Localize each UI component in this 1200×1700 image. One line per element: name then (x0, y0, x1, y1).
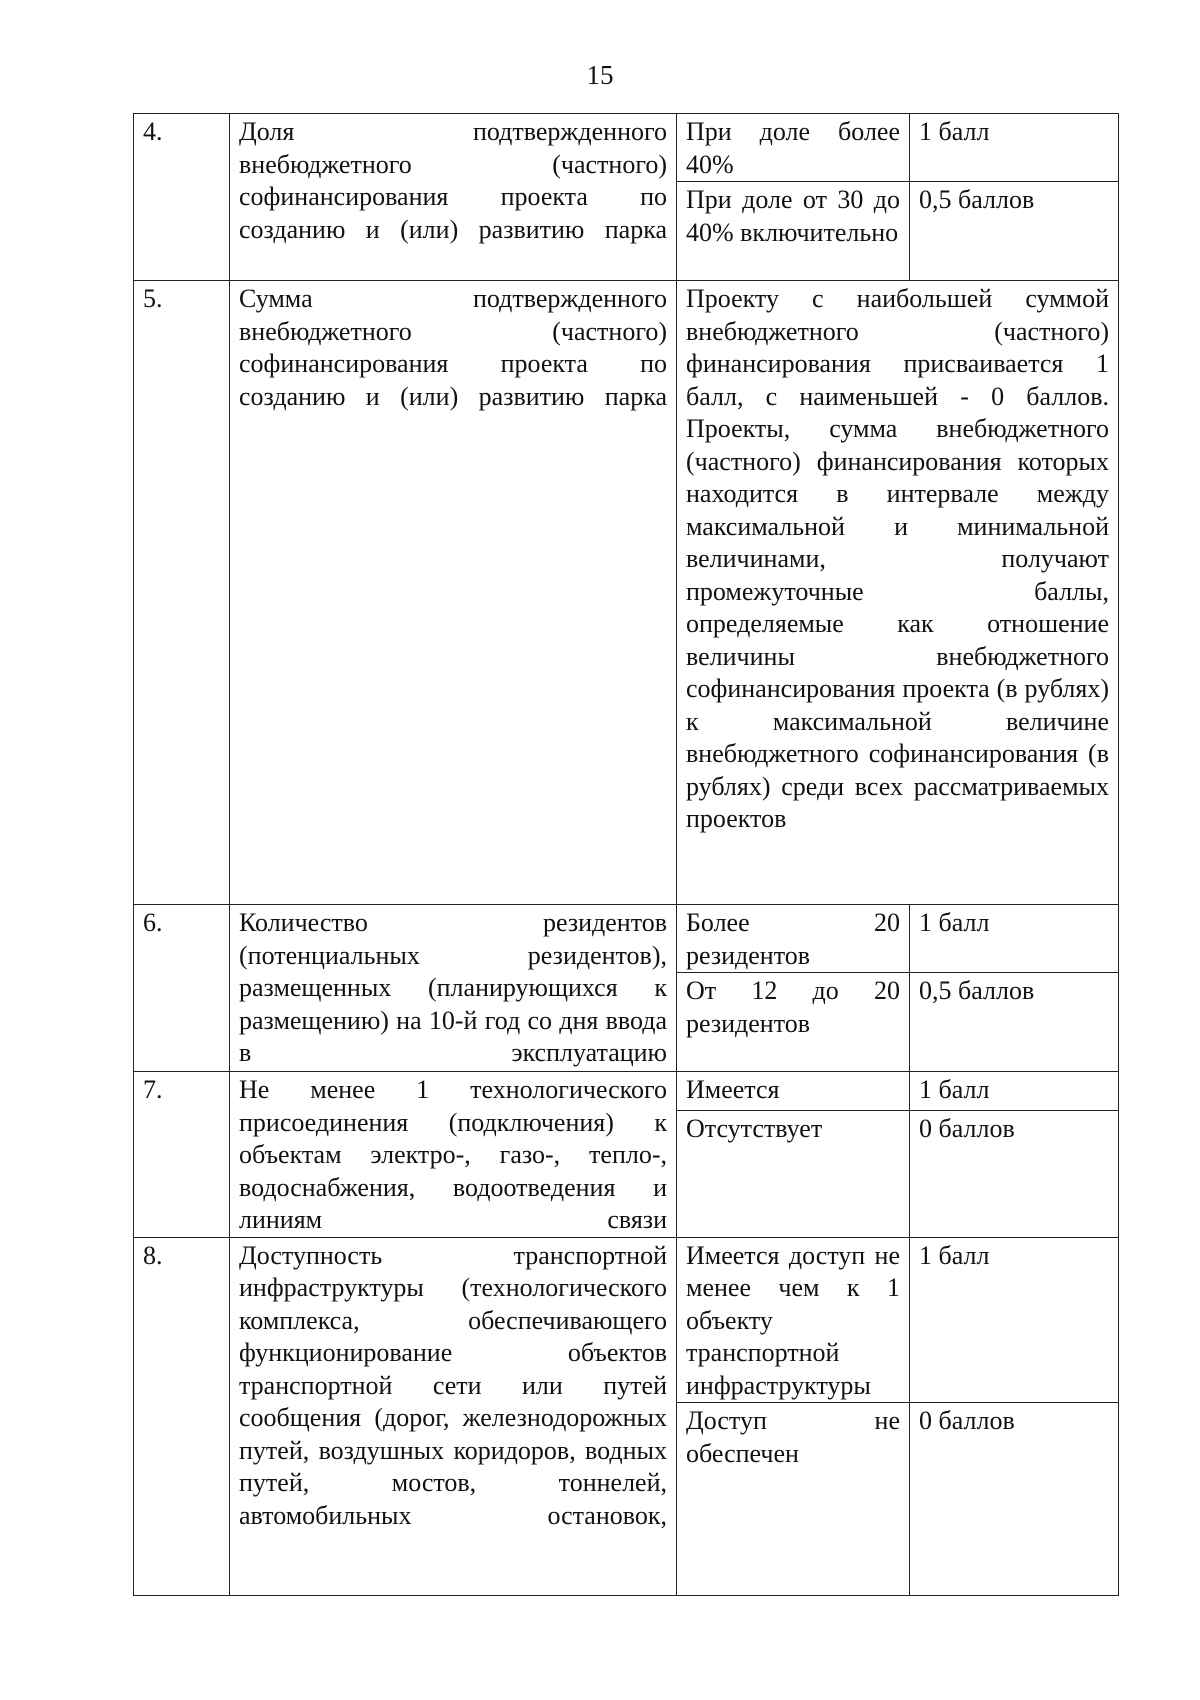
criterion-text: Доступность транспортной инфраструктуры (технологического комплекса, обеспечивающего функционирование объектов транспортной сети или путей сообщения (дорог, железнодорожных путей, воздушных коридоров, водных путей, мостов, тоннелей, автомобильных остановок, (230, 1237, 677, 1596)
condition-cell: Доступ не обеспечен (677, 1403, 910, 1596)
row-number: 4. (134, 114, 230, 281)
table-row-8 (134, 1237, 1119, 1403)
condition-cell: Имеется доступ не менее чем к 1 объекту транспортной инфраструктуры (677, 1237, 910, 1403)
row-number: 6. (134, 905, 230, 1072)
scoring-rule-text: Проекту с наибольшей суммой внебюджетного (частного) финансирования присваивается 1 балл, с наименьшей - 0 баллов. Проекты, сумма внебюджетного (частного) финансирования которых находится в интервале между максимальной и минимальной величинами, получают промежуточные баллы, определяемые как отношение величины внебюджетного софинансирования проекта (в рублях) к максимальной величине внебюджетного софинансирования (в рублях) среди всех рассматриваемых проектов (677, 281, 1119, 905)
condition-cell: Имеется (677, 1072, 910, 1111)
criteria-table (133, 113, 1119, 1596)
row-number: 5. (134, 281, 230, 905)
criterion-text: Не менее 1 технологического присоединения (подключения) к объектам электро-, газо-, тепло-, водоснабжения, водоотведения и линиям связи (230, 1072, 677, 1238)
row-number: 8. (134, 1237, 230, 1596)
condition-cell: Отсутствует (677, 1110, 910, 1237)
criterion-text: Доля подтвержденного внебюджетного (частного) софинансирования проекта по созданию и (или) развитию парка (230, 114, 677, 281)
table-row-6 (134, 905, 1119, 973)
points-cell: 1 балл (910, 114, 1119, 182)
row-number: 7. (134, 1072, 230, 1238)
points-cell: 1 балл (910, 905, 1119, 973)
table-row-7 (134, 1072, 1119, 1111)
condition-cell: При доле от 30 до 40% включительно (677, 182, 910, 281)
criterion-text: Сумма подтвержденного внебюджетного (частного) софинансирования проекта по созданию и (или) развитию парка (230, 281, 677, 905)
condition-cell: При доле более 40% (677, 114, 910, 182)
condition-cell: От 12 до 20 резидентов (677, 973, 910, 1072)
points-cell: 0,5 баллов (910, 182, 1119, 281)
page-number: 15 (586, 60, 614, 90)
points-cell: 0 баллов (910, 1110, 1119, 1237)
points-cell: 1 балл (910, 1072, 1119, 1111)
table-row-5 (134, 281, 1119, 905)
table-row-4 (134, 114, 1119, 182)
points-cell: 0,5 баллов (910, 973, 1119, 1072)
points-cell: 0 баллов (910, 1403, 1119, 1596)
points-cell: 1 балл (910, 1237, 1119, 1403)
criterion-text: Количество резидентов (потенциальных резидентов), размещенных (планирующихся к размещению) на 10-й год со дня ввода в эксплуатацию (230, 905, 677, 1072)
condition-cell: Более 20 резидентов (677, 905, 910, 973)
